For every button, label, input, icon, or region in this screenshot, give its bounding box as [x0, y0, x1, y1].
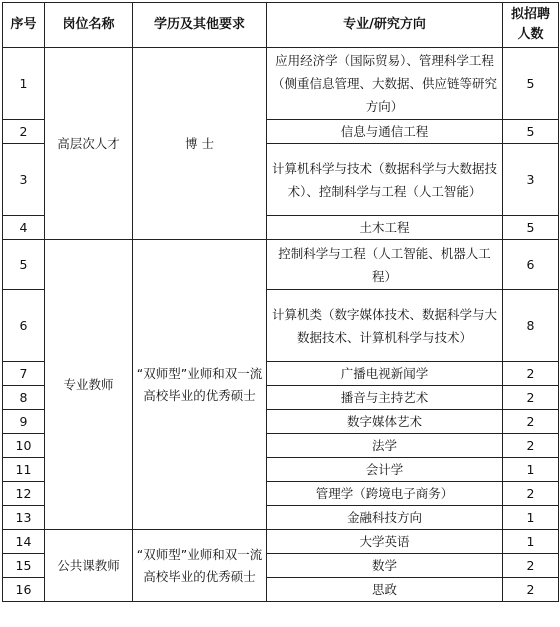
count-cell: 5	[503, 216, 559, 240]
header-requirement: 学历及其他要求	[133, 3, 267, 48]
row-no: 1	[3, 48, 45, 120]
row-no: 8	[3, 386, 45, 410]
row-no: 7	[3, 362, 45, 386]
major-cell: 土木工程	[267, 216, 503, 240]
row-no: 4	[3, 216, 45, 240]
count-cell: 1	[503, 506, 559, 530]
row-no: 6	[3, 290, 45, 362]
major-cell: 信息与通信工程	[267, 120, 503, 144]
position-cell: 高层次人才	[45, 48, 133, 240]
count-cell: 1	[503, 458, 559, 482]
major-cell: 法学	[267, 434, 503, 458]
row-no: 16	[3, 578, 45, 602]
major-cell: 播音与主持艺术	[267, 386, 503, 410]
requirement-cell: “双师型”业师和双一流高校毕业的优秀硕士	[133, 530, 267, 602]
table-row	[3, 530, 559, 554]
count-cell: 3	[503, 144, 559, 216]
requirement-cell: 博 士	[133, 48, 267, 240]
recruitment-table	[2, 2, 559, 602]
row-no: 12	[3, 482, 45, 506]
major-cell: 思政	[267, 578, 503, 602]
table-row	[3, 48, 559, 120]
header-position: 岗位名称	[45, 3, 133, 48]
major-cell: 计算机科学与技术（数据科学与大数据技术）、控制科学与工程（人工智能）	[267, 144, 503, 216]
major-cell: 计算机类（数字媒体技术、数据科学与大数据技术、计算机科学与技术）	[267, 290, 503, 362]
count-cell: 5	[503, 48, 559, 120]
count-cell: 2	[503, 386, 559, 410]
header-no: 序号	[3, 3, 45, 48]
row-no: 2	[3, 120, 45, 144]
major-cell: 广播电视新闻学	[267, 362, 503, 386]
header-major: 专业/研究方向	[267, 3, 503, 48]
table-row	[3, 240, 559, 290]
major-cell: 会计学	[267, 458, 503, 482]
major-cell: 控制科学与工程（人工智能、机器人工程）	[267, 240, 503, 290]
row-no: 3	[3, 144, 45, 216]
header-count: 拟招聘人数	[503, 3, 559, 48]
major-cell: 数字媒体艺术	[267, 410, 503, 434]
row-no: 13	[3, 506, 45, 530]
major-cell: 大学英语	[267, 530, 503, 554]
count-cell: 2	[503, 410, 559, 434]
requirement-cell: “双师型”业师和双一流高校毕业的优秀硕士	[133, 240, 267, 530]
count-cell: 1	[503, 530, 559, 554]
row-no: 9	[3, 410, 45, 434]
major-cell: 数学	[267, 554, 503, 578]
row-no: 14	[3, 530, 45, 554]
count-cell: 5	[503, 120, 559, 144]
count-cell: 2	[503, 554, 559, 578]
row-no: 10	[3, 434, 45, 458]
count-cell: 2	[503, 434, 559, 458]
row-no: 15	[3, 554, 45, 578]
count-cell: 8	[503, 290, 559, 362]
row-no: 11	[3, 458, 45, 482]
position-cell: 专业教师	[45, 240, 133, 530]
major-cell: 金融科技方向	[267, 506, 503, 530]
position-cell: 公共课教师	[45, 530, 133, 602]
count-cell: 2	[503, 578, 559, 602]
count-cell: 2	[503, 362, 559, 386]
header-row	[3, 3, 559, 48]
count-cell: 6	[503, 240, 559, 290]
count-cell: 2	[503, 482, 559, 506]
row-no: 5	[3, 240, 45, 290]
major-cell: 管理学（跨境电子商务）	[267, 482, 503, 506]
major-cell: 应用经济学（国际贸易）、管理科学工程（侧重信息管理、大数据、供应链等研究方向）	[267, 48, 503, 120]
